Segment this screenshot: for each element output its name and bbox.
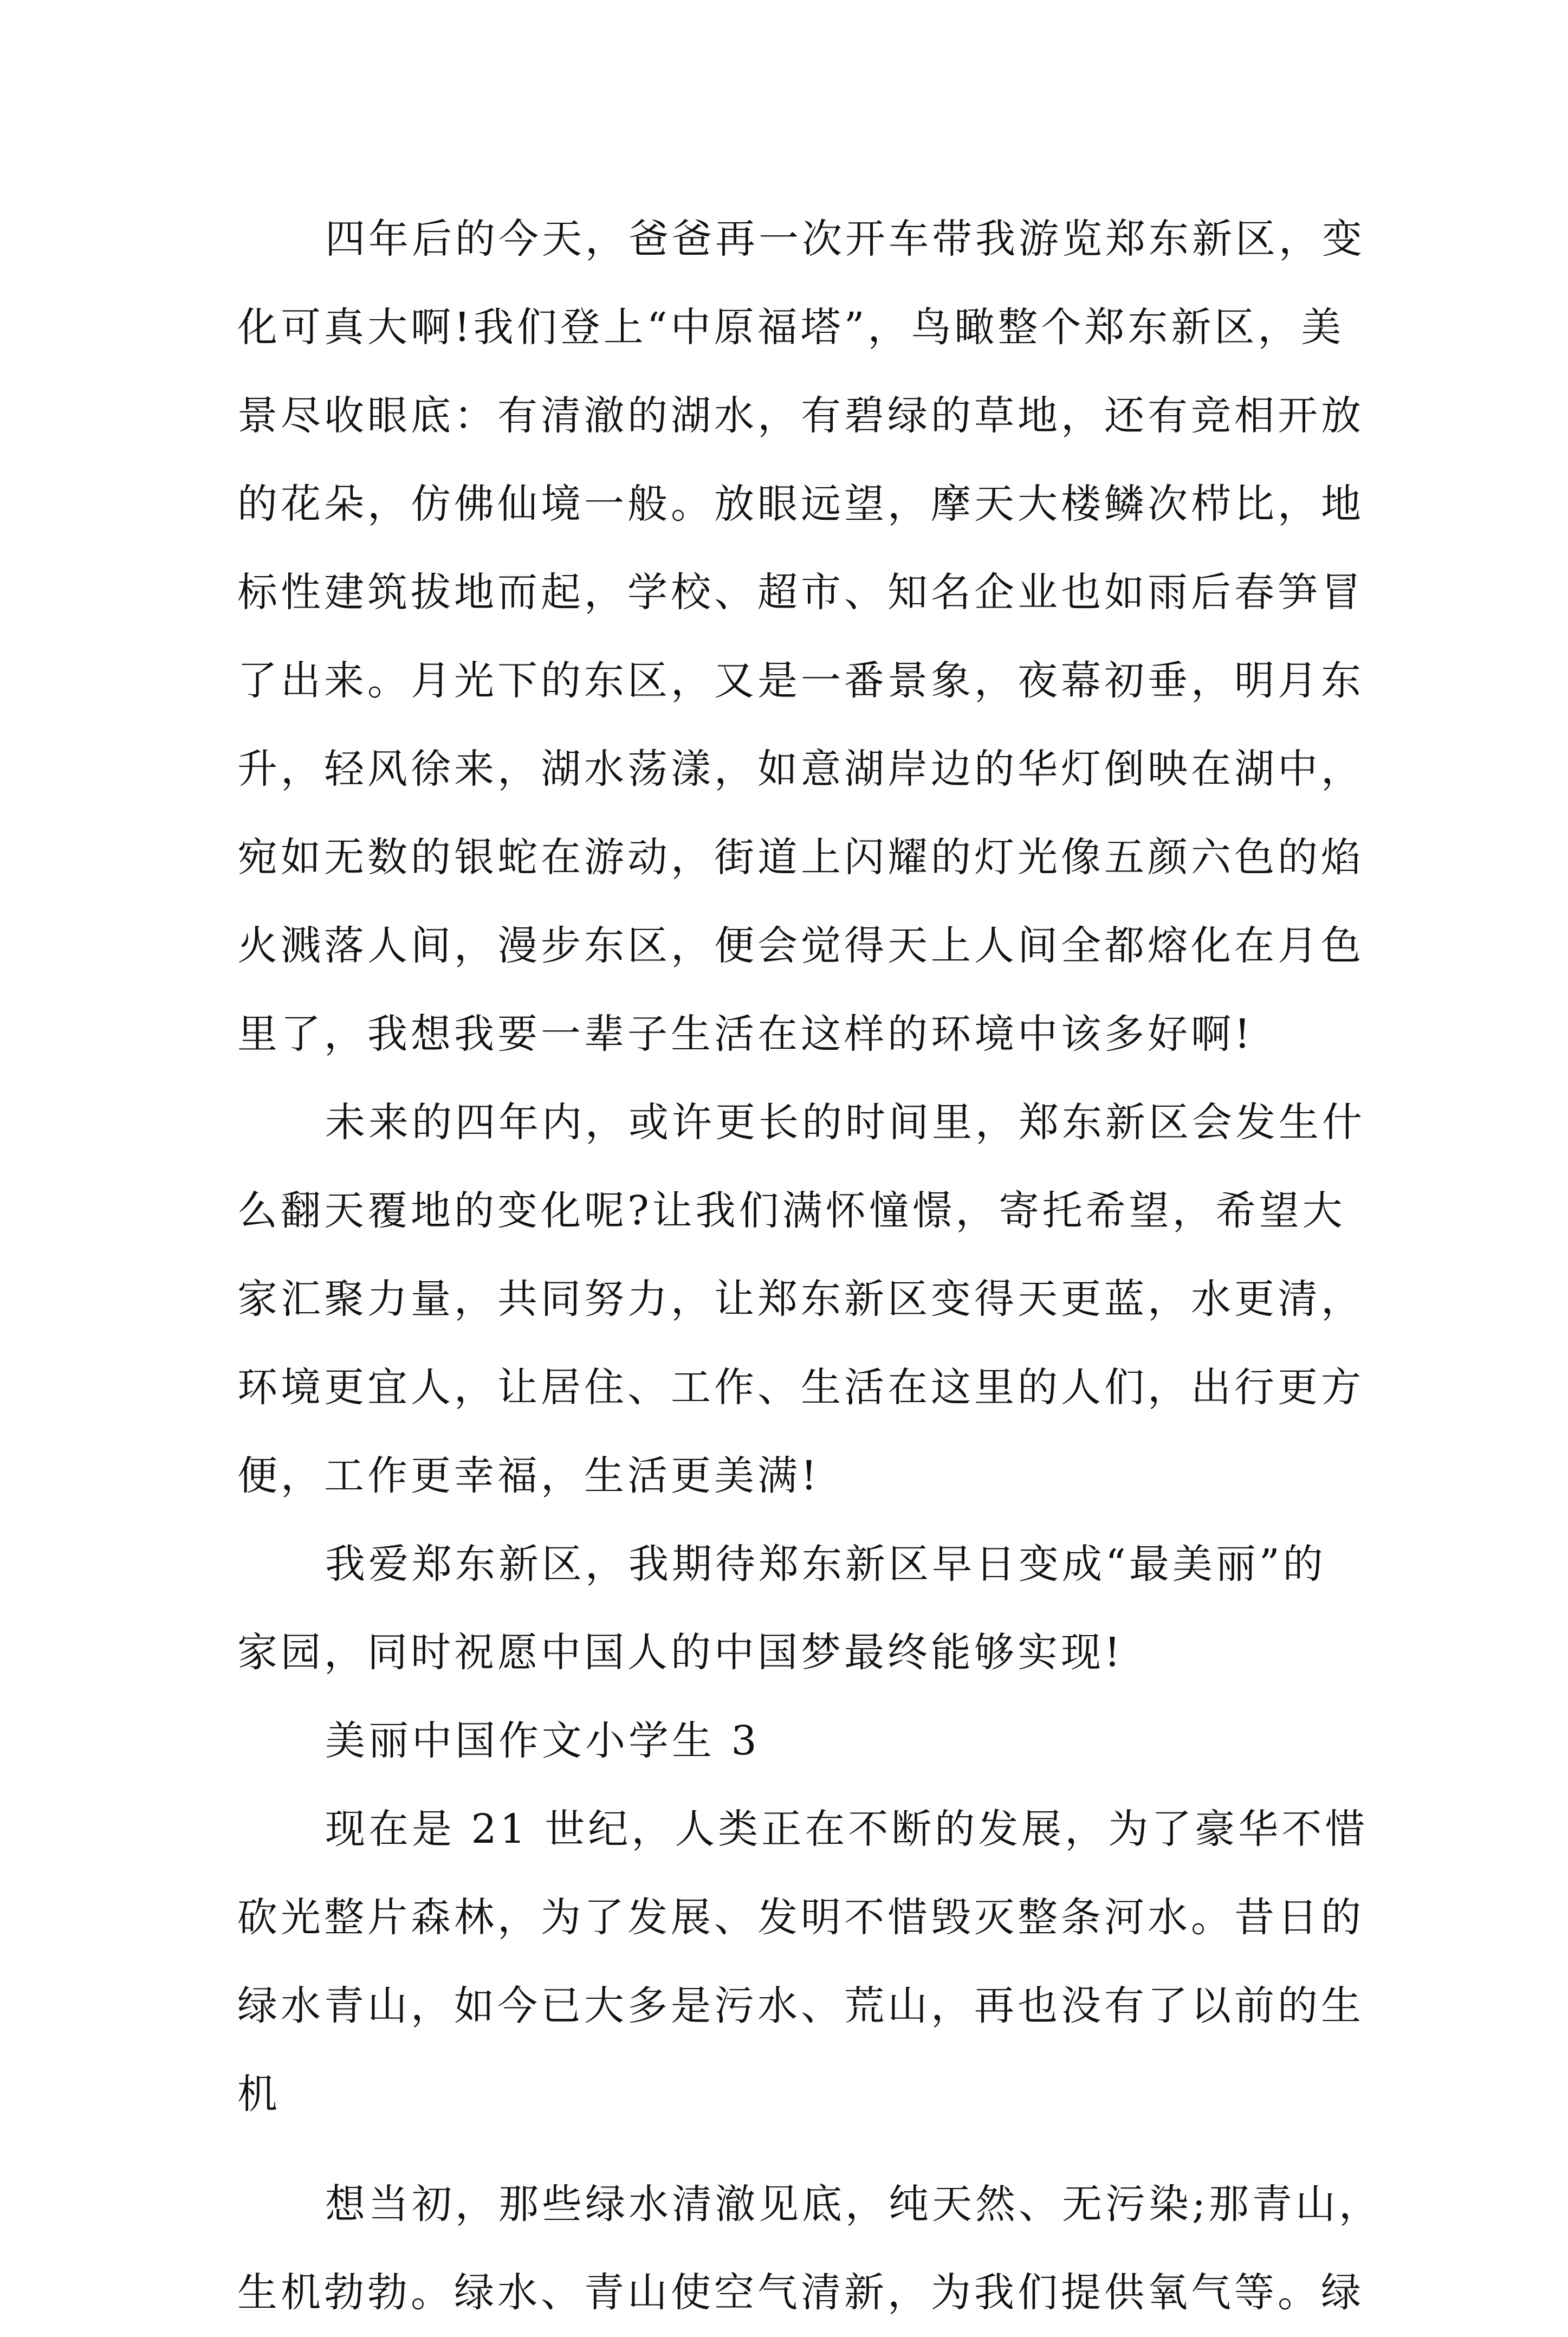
text-line: 机 [237,2071,281,2117]
text-line: 我爱郑东新区，我期待郑东新区早日变成“最美丽”的 [325,1541,1326,1587]
paragraph [237,2160,1382,2337]
text-line: 未来的四年内，或许更长的时间里，郑东新区会发生什 [325,1099,1365,1146]
text-line: 么翻天覆地的变化呢?让我们满怀憧憬，寄托希望，希望大 [237,1187,1346,1234]
text-line: 绿水青山，如今已大多是污水、荒山，再也没有了以前的生 [237,1983,1364,2029]
paragraph [237,1079,1365,1520]
text-line: 环境更宜人，让居住、工作、生活在这里的人们，出行更方 [237,1364,1364,1411]
paragraph [237,195,1365,1079]
text-line: 想当初，那些绿水清澈见底，纯天然、无污染;那青山， [325,2181,1382,2228]
text-line: 火溅落人间，漫步东区，便会觉得天上人间全都熔化在月色 [237,922,1364,969]
paragraph-gap [237,2139,1337,2160]
text-line: 便，工作更幸福，生活更美满! [237,1452,820,1499]
text-line: 化可真大啊!我们登上“中原福塔”，鸟瞰整个郑东新区，美 [237,304,1345,351]
text-line: 里了，我想我要一辈子生活在这样的环境中该多好啊! [237,1011,1254,1057]
heading-text: 美丽中国作文小学生 3 [325,1718,760,1764]
text-line: 的花朵，仿佛仙境一般。放眼远望，摩天大楼鳞次栉比，地 [237,481,1364,527]
text-line: 生机勃勃。绿水、青山使空气清新，为我们提供氧气等。绿 [237,2269,1364,2316]
text-line: 标性建筑拔地而起，学校、超市、知名企业也如雨后春笋冒 [237,569,1364,616]
paragraph [237,1785,1369,2139]
text-line: 升，轻风徐来，湖水荡漾，如意湖岸边的华灯倒映在湖中， [237,746,1364,792]
text-line: 了出来。月光下的东区，又是一番景象，夜幕初垂，明月东 [237,657,1364,704]
text-line: 家园，同时祝愿中国人的中国梦最终能够实现! [237,1629,1124,1676]
text-line: 宛如无数的银蛇在游动，街道上闪耀的灯光像五颜六色的焰 [237,834,1364,881]
section-heading [237,1697,1337,1785]
document-body [237,195,1382,2337]
text-line: 景尽收眼底：有清澈的湖水，有碧绿的草地，还有竞相开放 [237,392,1364,439]
paragraph [237,1520,1337,1697]
text-line: 家汇聚力量，共同努力，让郑东新区变得天更蓝，水更清， [237,1276,1364,1322]
text-line: 现在是 21 世纪，人类正在不断的发展，为了豪华不惜 [325,1806,1369,1852]
text-line: 砍光整片森林，为了发展、发明不惜毁灭整条河水。昔日的 [237,1894,1364,1941]
text-line: 四年后的今天，爸爸再一次开车带我游览郑东新区，变 [325,216,1365,262]
